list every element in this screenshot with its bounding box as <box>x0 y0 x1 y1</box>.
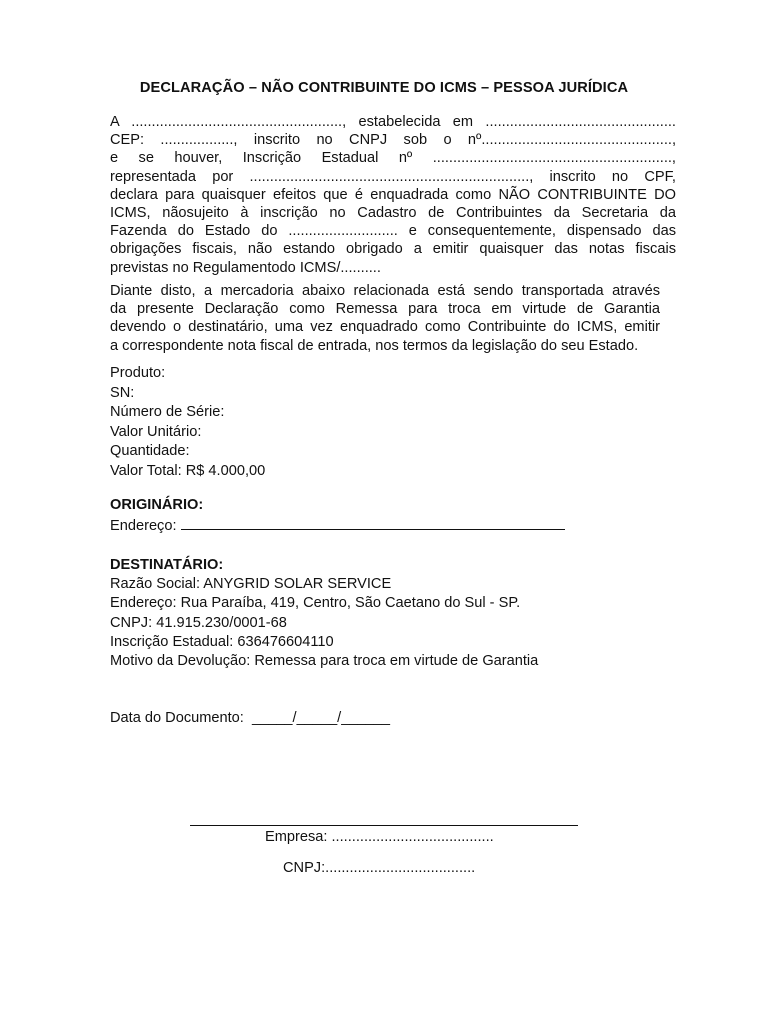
originario-address-row <box>110 515 565 536</box>
transport-paragraph <box>110 282 660 355</box>
paragraph-line: previstas no Regulamentodo ICMS/.......... <box>110 259 381 276</box>
address-label: Endereço: <box>110 518 177 534</box>
paragraph-line: devendo o destinatário, uma vez enquadrado como Contribuinte do ICMS, emitir <box>110 319 660 336</box>
declaration-paragraph <box>110 113 676 277</box>
paragraph-line: CEP: .................., inscrito no CNPJ sob o nº..............................................., <box>110 132 676 149</box>
company-cnpj: CNPJ: 41.915.230/0001-68 <box>110 614 287 631</box>
company-address: Endereço: Rua Paraíba, 419, Centro, São Caetano do Sul - SP. <box>110 595 521 612</box>
quantity-label: Quantidade: <box>110 443 190 459</box>
total-value-label: Valor Total: R$ 4.000,00 <box>110 462 266 479</box>
signature-cnpj: CNPJ:..................................... <box>283 860 476 876</box>
company-state-registration: Inscrição Estadual: 636476604110 <box>110 633 334 650</box>
address-blank-line <box>181 515 565 530</box>
paragraph-line: A ...................................................., estabelecida em ............................................... <box>110 114 676 130</box>
destinatario-section <box>110 556 538 671</box>
product-label: Produto: <box>110 365 166 381</box>
paragraph-line: declara para quaisquer efeitos que é enquadrada como NÃO CONTRIBUINTE DO <box>110 186 676 203</box>
return-reason: Motivo da Devolução: Remessa para troca em virtude de Garantia <box>110 653 539 670</box>
paragraph-line: e se houver, Inscrição Estadual nº ..........................................................., <box>110 150 676 167</box>
originario-heading: ORIGINÁRIO: <box>110 497 204 513</box>
paragraph-line: a correspondente nota fiscal de entrada, nos termos da legislação do seu Estado. <box>110 337 639 354</box>
document-date: Data do Documento: _____/_____/______ <box>110 710 390 726</box>
paragraph-line: Diante disto, a mercadoria abaixo relacionada está sendo transportada através <box>110 283 660 299</box>
paragraph-line: representada por ....................................................................., inscrito no CPF, <box>110 168 676 185</box>
paragraph-line: da presente Declaração como Remessa para troca em virtude de Garantia <box>110 301 660 318</box>
paragraph-line: obrigações fiscais, não estando obrigado a emitir quaisquer das notas fiscais <box>110 241 676 258</box>
destinatario-heading: DESTINATÁRIO: <box>110 557 224 573</box>
paragraph-line: Fazenda do Estado do ........................... e consequentemente, dispensado das <box>110 223 676 240</box>
originario-section <box>110 495 565 536</box>
unit-value-label: Valor Unitário: <box>110 423 202 440</box>
paragraph-line: ICMS, nãosujeito à inscrição no Cadastro de Contribuintes da Secretaria da <box>110 205 676 222</box>
sn-label: SN: <box>110 384 135 401</box>
company-name: Razão Social: ANYGRID SOLAR SERVICE <box>110 576 392 593</box>
signature-company: Empresa: ........................................ <box>265 829 494 845</box>
document-title: DECLARAÇÃO – NÃO CONTRIBUINTE DO ICMS – PESSOA JURÍDICA <box>139 80 629 96</box>
serial-number-label: Número de Série: <box>110 404 225 420</box>
signature-line <box>190 825 578 826</box>
product-section <box>110 364 265 481</box>
